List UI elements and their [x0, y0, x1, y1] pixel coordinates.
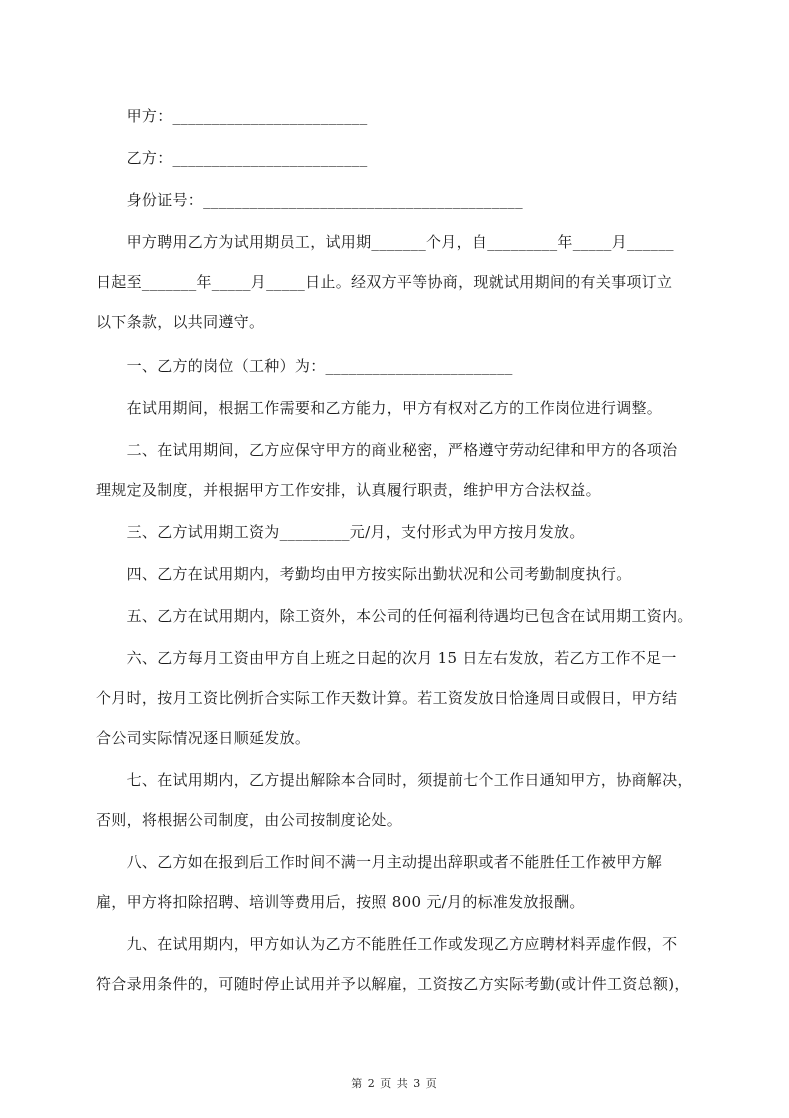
clause-1-detail: 在试用期间，根据工作需要和乙方能力，甲方有权对乙方的工作岗位进行调整。 [96, 399, 663, 417]
clause-2-line-1: 二、在试用期间，乙方应保守甲方的商业秘密，严格遵守劳动纪律和甲方的各项治 [96, 441, 678, 459]
intro-line-2: 日起至_______年_____月_____日止。经双方平等协商，现就试用期间的有关事项订立 [96, 273, 673, 291]
intro-line-1: 甲方聘用乙方为试用期员工，试用期_______个月，自_________年_____月______ [96, 233, 674, 251]
clause-6-line-1: 六、乙方每月工资由甲方自上班之日起的次月 15 日左右发放，若乙方工作不足一 [96, 649, 677, 667]
clause-4-line: 四、乙方在试用期内，考勤均由甲方按实际出勤状况和公司考勤制度执行。 [96, 565, 632, 583]
clause-3-line: 三、乙方试用期工资为_________元/月，支付形式为甲方按月发放。 [96, 523, 585, 541]
id-number-line: 身份证号：_________________________________________ [96, 191, 523, 209]
clause-2-line-2: 理规定及制度，并根据甲方工作安排，认真履行职责，维护甲方合法权益。 [96, 481, 601, 499]
clause-6-line-2: 个月时，按月工资比例折合实际工作天数计算。若工资发放日恰逢周日或假日，甲方结 [96, 689, 678, 707]
clause-1-line: 一、乙方的岗位（工种）为：________________________ [96, 357, 513, 375]
party-a-line: 甲方：_________________________ [96, 107, 368, 125]
clause-7-line-1: 七、在试用期内，乙方提出解除本合同时，须提前七个工作日通知甲方，协商解决， [96, 771, 693, 789]
clause-8-line-1: 八、乙方如在报到后工作时间不满一月主动提出辞职或者不能胜任工作被甲方解 [96, 853, 663, 871]
clause-8-line-2: 雇，甲方将扣除招聘、培训等费用后，按照 800 元/月的标准发放报酬。 [96, 893, 585, 911]
clause-6-line-3: 合公司实际情况逐日顺延发放。 [96, 729, 311, 747]
clause-9-line-1: 九、在试用期内，甲方如认为乙方不能胜任工作或发现乙方应聘材料弄虚作假，不 [96, 935, 678, 953]
page-footer: 第 2 页 共 3 页 [351, 1077, 438, 1090]
intro-line-3: 以下条款，以共同遵守。 [96, 313, 265, 331]
clause-7-line-2: 否则，将根据公司制度，由公司按制度论处。 [96, 811, 403, 829]
party-b-line: 乙方：_________________________ [96, 149, 368, 167]
clause-9-line-2: 符合录用条件的，可随时停止试用并予以解雇，工资按乙方实际考勤(或计件工资总额)， [96, 975, 690, 993]
clause-5-line: 五、乙方在试用期内，除工资外，本公司的任何福利待遇均已包含在试用期工资内。 [96, 607, 693, 625]
